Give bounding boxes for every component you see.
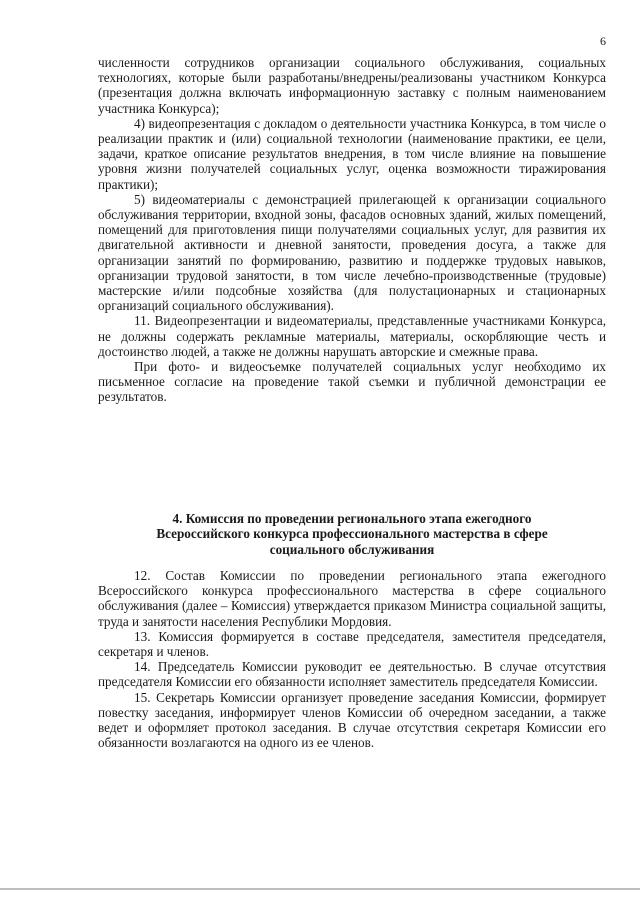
paragraph-clause-13: 13. Комиссия формируется в составе председателя, заместителя председателя, секретаря и членов. bbox=[98, 628, 606, 660]
section-heading-line-3: социального обслуживания bbox=[269, 541, 435, 557]
paragraph-item-4: 4) видеопрезентация с докладом о деятельности участника Конкурса, в том числе о реализации практик и (или) социальной технологии (наименование практики, ее цели, задачи, краткое описание результатов внедрения, в том числе влияние на повышение уровня жизни получателей социальных услуг, оценка возможности тиражирования практики); bbox=[98, 115, 606, 192]
page-number: 6 bbox=[600, 34, 606, 48]
paragraph-clause-11: 11. Видеопрезентации и видеоматериалы, представленные участниками Конкурса, не должны содержать рекламные материалы, материалы, оскорбляющие честь и достоинство людей, а также не должны нарушать авторские и смежные права. bbox=[98, 313, 606, 359]
paragraph-consent: При фото- и видеосъемке получателей социальных услуг необходимо их письменное согласие на проведение такой съемки и публичной демонстрации ее результатов. bbox=[98, 359, 606, 405]
paragraph-clause-12: 12. Состав Комиссии по проведении регионального этапа ежегодного Всероссийского конкурса профессионального мастерства в сфере социального обслуживания (далее – Комиссия) утверждается приказом Министра социальной защиты, труда и занятости населения Республики Мордовия. bbox=[98, 568, 606, 629]
bottom-text-block bbox=[98, 568, 606, 750]
section-heading-line-1: 4. Комиссия по проведении регионального этапа ежегодного bbox=[172, 511, 532, 526]
section-heading bbox=[98, 511, 606, 557]
paragraph-clause-14: 14. Председатель Комиссии руководит ее деятельностью. В случае отсутствия председателя Комиссии его обязанности исполняет заместитель председателя Комиссии. bbox=[98, 659, 606, 690]
scan-edge-line bbox=[0, 888, 640, 890]
paragraph-continuation: численности сотрудников организации социального обслуживания, социальных технологиях, которые были разработаны/внедрены/реализованы участником Конкурса (презентация должна включать информационную заставку с полным наименованием участника Конкурса); bbox=[98, 55, 606, 116]
paragraph-item-5: 5) видеоматериалы с демонстрацией прилегающей к организации социального обслуживания территории, входной зоны, фасадов основных зданий, жилых помещений, помещений для приготовления пищи получателями социальных услуг, для развития их двигательной активности и дневной занятости, проведения досуга, а также для организации занятий по формированию, развитию и поддержке трудовых навыков, организации трудовой занятости, в том числе лечебно-производственные (трудовые) мастерские и/или подсобные хозяйства (для полустационарных и стационарных организаций социального обслуживания). bbox=[98, 191, 606, 314]
top-text-block bbox=[98, 55, 606, 405]
paragraph-clause-15: 15. Секретарь Комиссии организует проведение заседания Комиссии, формирует повестку заседания, информирует членов Комиссии об очередном заседании, а также ведет и оформляет протокол заседания. В случае отсутствия секретаря Комиссии его обязанности возлагаются на одного из ее членов. bbox=[98, 689, 606, 751]
section-heading-line-2: Всероссийского конкурса профессионального мастерства в сфере bbox=[156, 526, 548, 542]
